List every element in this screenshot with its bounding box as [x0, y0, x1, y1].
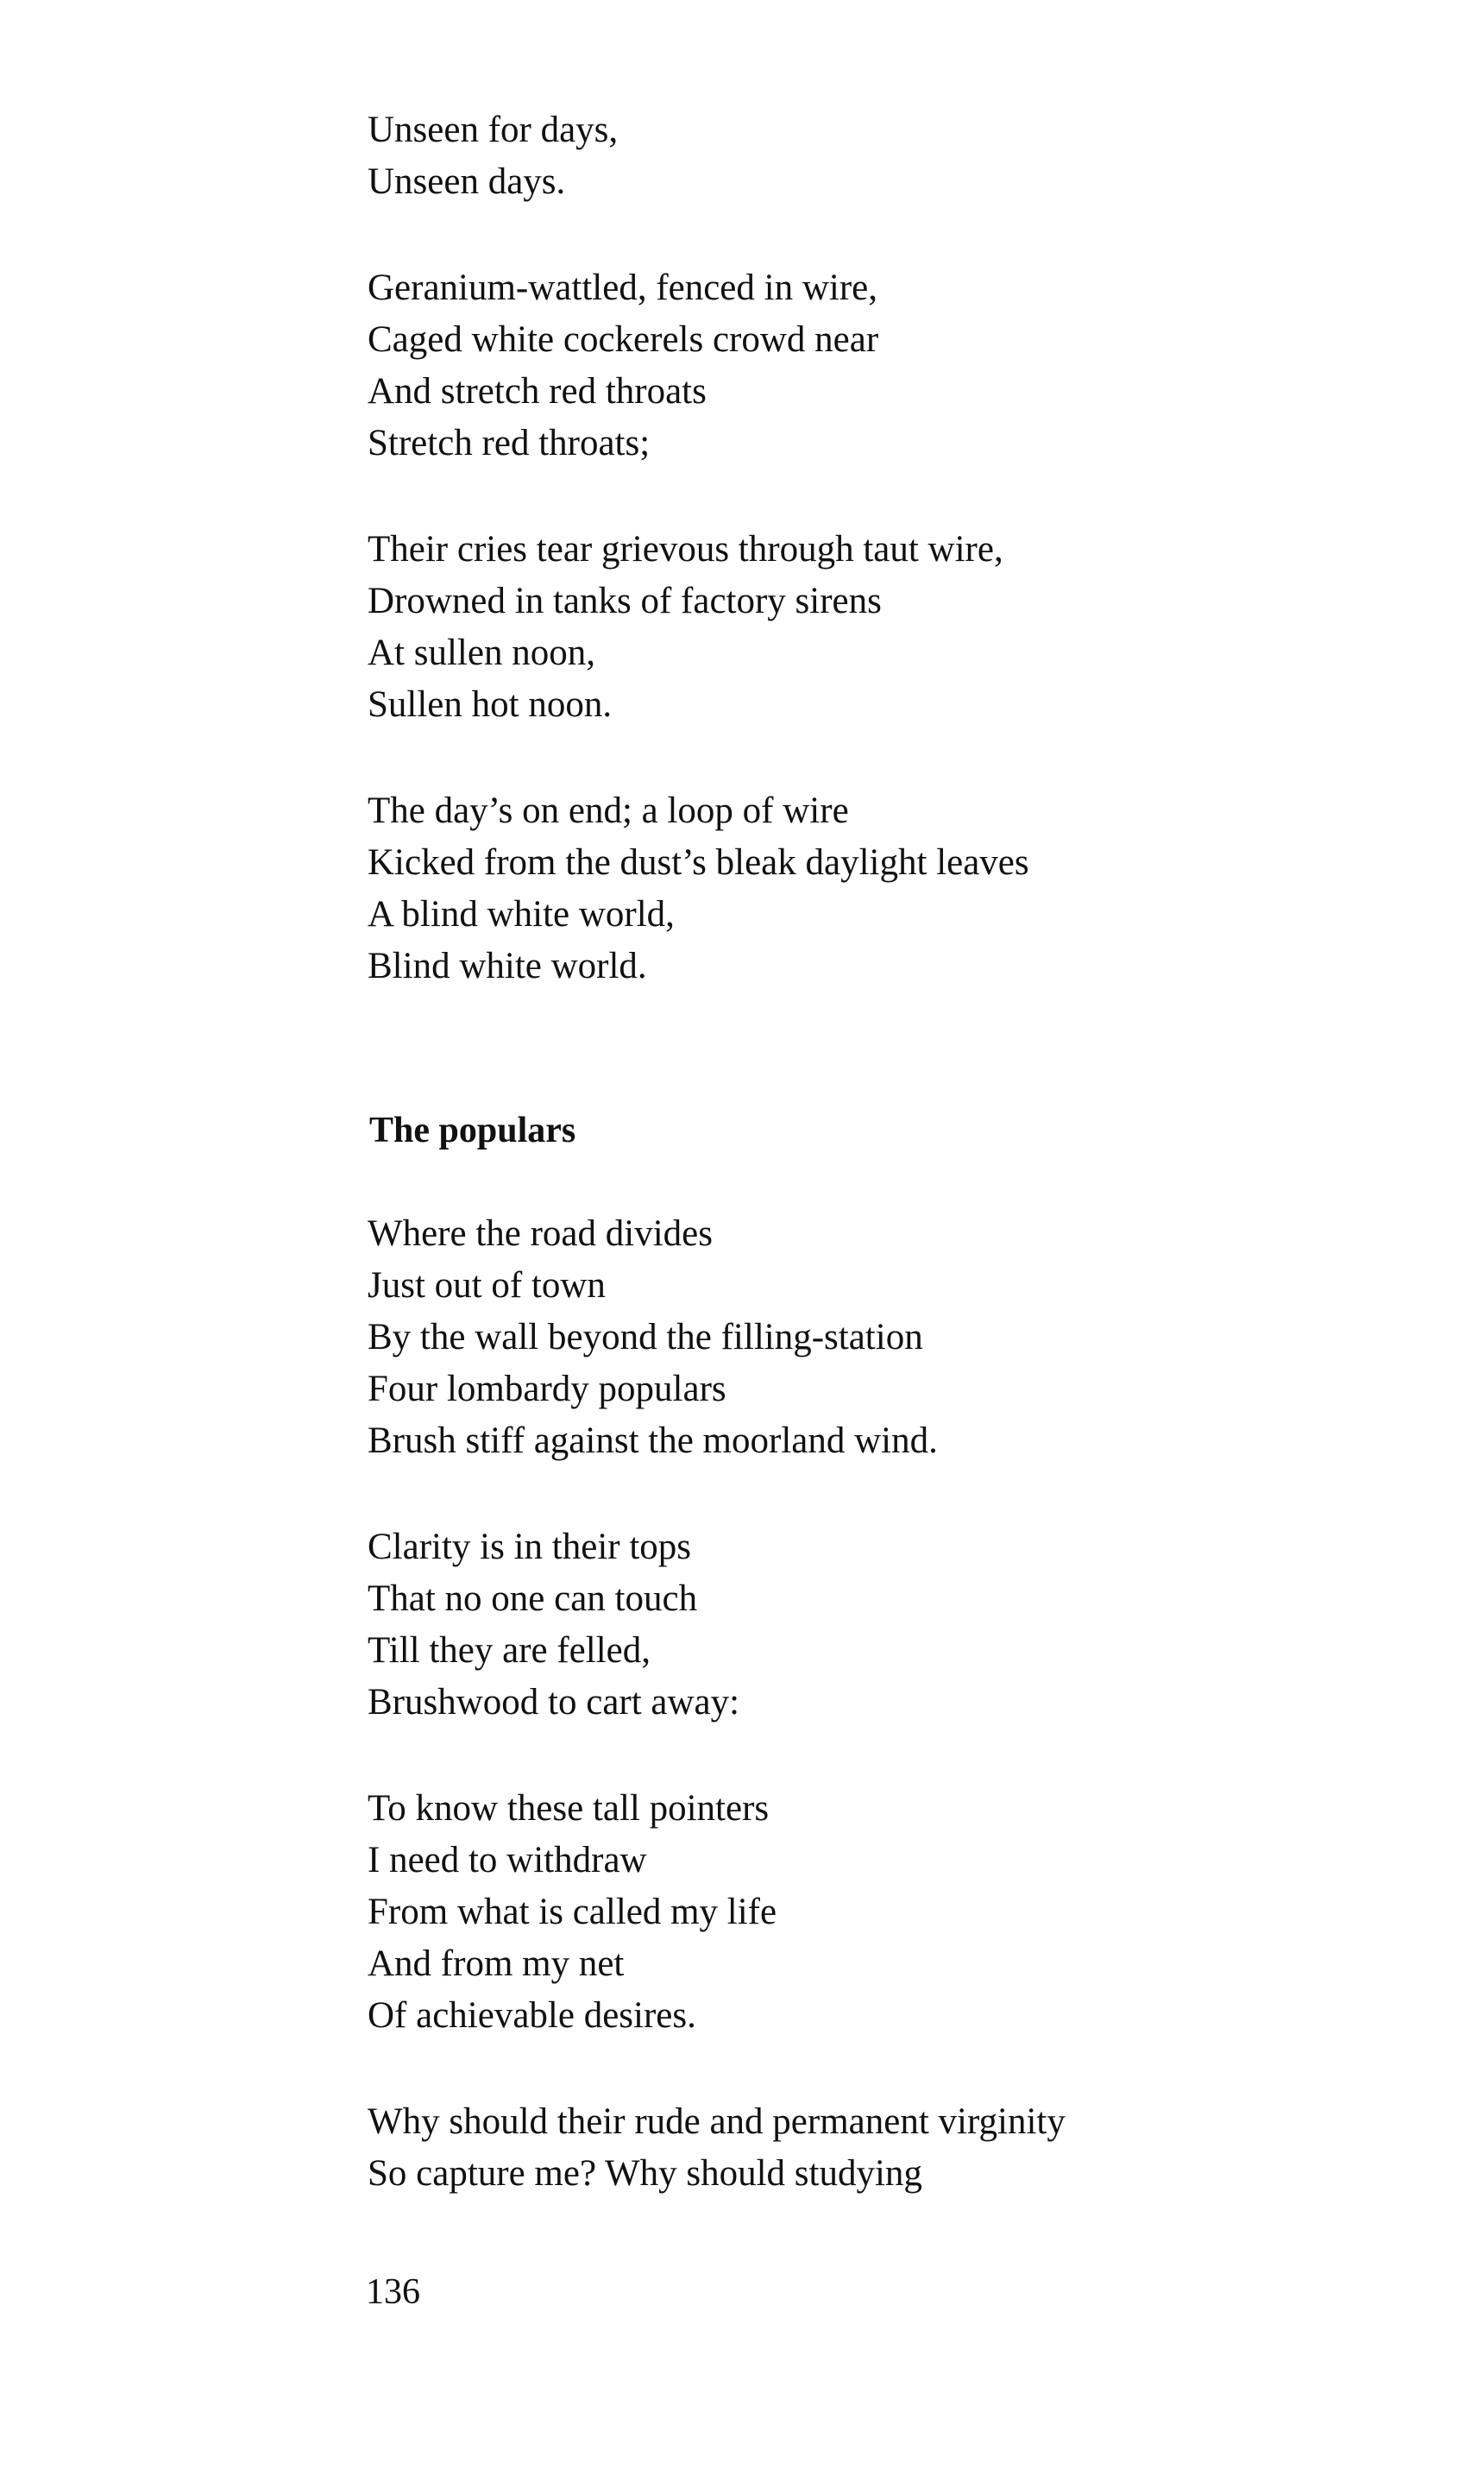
poem1-stanza-1	[368, 104, 1230, 208]
poem2-stanza-4	[368, 2096, 1230, 2200]
poem-line: Drowned in tanks of factory sirens	[368, 581, 882, 621]
poem-line: Brush stiff against the moorland wind.	[368, 1420, 938, 1461]
poem-line: Of achievable desires.	[368, 1995, 696, 2036]
poem-line: To know these tall pointers	[368, 1788, 770, 1829]
poem-line: Their cries tear grievous through taut wire,	[368, 529, 1003, 570]
poem-line: The day’s on end; a loop of wire	[368, 790, 849, 831]
poem-line: And stretch red throats	[368, 371, 707, 412]
poem-line: Caged white cockerels crowd near	[368, 319, 879, 360]
poem-line: Geranium-wattled, fenced in wire,	[368, 268, 877, 308]
poem-line: Why should their rude and permanent virginity	[368, 2101, 1066, 2142]
poem-line: And from my net	[368, 1943, 625, 1984]
poem-line: A blind white world,	[368, 894, 675, 935]
poem-line: So capture me? Why should studying	[368, 2153, 922, 2194]
poem1-stanza-4	[368, 785, 1230, 992]
poem-title: The populars	[369, 1111, 576, 1150]
poem1-stanza-3	[368, 524, 1230, 731]
poem2-stanza-3	[368, 1783, 1230, 2042]
poem-line: Brushwood to cart away:	[368, 1682, 740, 1723]
page-number: 136	[366, 2272, 420, 2312]
poem-line: I need to withdraw	[368, 1840, 647, 1880]
poem-line: Sullen hot noon.	[368, 684, 613, 725]
poem-line: Till they are felled,	[368, 1630, 651, 1671]
poem2-stanza-1	[368, 1208, 1230, 1467]
poem-line: Four lombardy populars	[368, 1369, 726, 1409]
poem-line: Unseen days.	[368, 161, 566, 202]
poem-line: By the wall beyond the filling-station	[368, 1317, 923, 1357]
poem1-stanza-2	[368, 262, 1230, 469]
poem-line: Clarity is in their tops	[368, 1527, 692, 1567]
poem-line: Kicked from the dust’s bleak daylight leaves	[368, 842, 1029, 883]
poem-line: That no one can touch	[368, 1578, 698, 1619]
poem2-stanza-2	[368, 1521, 1230, 1729]
poem-line: Stretch red throats;	[368, 423, 651, 463]
poem-line: Just out of town	[368, 1265, 606, 1306]
poem-line: From what is called my life	[368, 1892, 777, 1932]
poem-line: Blind white world.	[368, 946, 647, 986]
poem-line: Unseen for days,	[368, 110, 619, 150]
poem-line: At sullen noon,	[368, 633, 595, 673]
poem-line: Where the road divides	[368, 1213, 713, 1254]
